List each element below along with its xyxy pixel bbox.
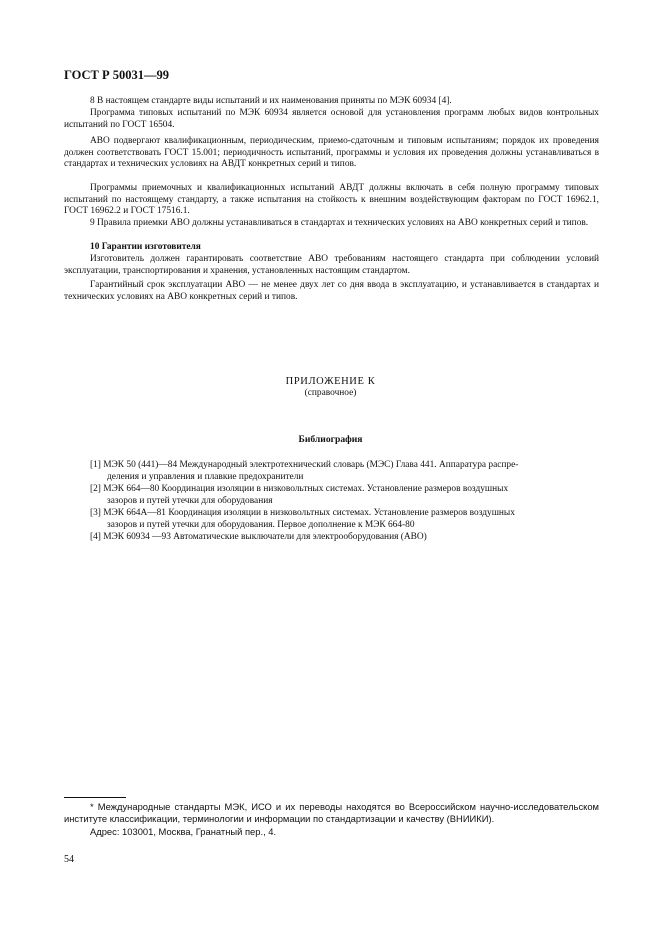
bibliography-number: [4]: [90, 532, 101, 542]
bibliography-number: [2]: [90, 484, 101, 494]
paragraph-avo: АВО подвергают квалификационным, периодическим, приемо-сдаточным и типовым испытаниям; порядок их проведения должен соответствовать ГОСТ 15.001; периодичность испытаний, программы и условия их проведения должны устанавливаться в стандартах и технических условиях на АВДТ конкретных серий и типов.: [64, 136, 599, 170]
document-header: ГОСТ Р 50031—99: [64, 68, 170, 82]
paragraph-9: 9 Правила приемки АВО должны устанавливаться в стандартах и технических условиях на АВО конкретных серий и типов.: [90, 218, 589, 228]
bibliography-item-2: [90, 484, 599, 507]
bibliography-text-continued: зазоров и путей утечки для оборудования: [107, 495, 273, 506]
page-number: 54: [64, 854, 74, 865]
footnote-address: Адрес: 103001, Москва, Гранатный пер., 4.: [90, 826, 277, 837]
paragraph-8: 8 В настоящем стандарте виды испытаний и их наименования приняты по МЭК 60934 [4].: [90, 96, 452, 106]
bibliography-heading: Библиография: [298, 434, 363, 445]
bibliography-item-3: [90, 508, 599, 531]
paragraph-program: Программа типовых испытаний по МЭК 60934 является основой для установления программ любых видов контрольных испытаний по ГОСТ 16504.: [64, 108, 599, 130]
bibliography-text: МЭК 50 (441)—84 Международный электротехнический словарь (МЭС) Глава 441. Аппаратура распре-: [103, 460, 519, 470]
bibliography-number: [1]: [90, 460, 101, 470]
bibliography-text-continued: деления и управления и плавкие предохранители: [107, 471, 304, 482]
bibliography-text: МЭК 664—80 Координация изоляции в низковольтных системах. Установление размеров воздушных: [103, 484, 509, 494]
bibliography-item-1: [90, 460, 599, 483]
appendix-title: ПРИЛОЖЕНИЕ К: [285, 376, 376, 387]
bibliography-item-4: [90, 532, 599, 544]
footnote-separator: [64, 797, 126, 798]
paragraph-programs: Программы приемочных и квалификационных испытаний АВДТ должны включать в себя полную программу типовых испытаний по настоящему стандарту, а также испытания на стойкость к внешним воздействующим факторам по ГОСТ 16962.1, ГОСТ 16962.2 и ГОСТ 17516.1.: [64, 183, 599, 217]
bibliography-text-continued: зазоров и путей утечки для оборудования. Первое дополнение к МЭК 664-80: [107, 519, 415, 530]
bibliography-text: МЭК 664А—81 Координация изоляции в низковольтных системах. Установление размеров воздушных: [103, 508, 515, 518]
footnote-text: * Международные стандарты МЭК, ИСО и их переводы находятся во Всероссийском научно-исследовательском институте классификации, терминологии и информации по стандартизации и качеству (ВНИИКИ).: [64, 801, 599, 824]
section-10-heading: 10 Гарантии изготовителя: [90, 242, 201, 252]
paragraph-10a: Изготовитель должен гарантировать соответствие АВО требованиям настоящего стандарта при соблюдении условий эксплуатации, транспортирования и хранения, установленных настоящим стандартом.: [64, 254, 599, 276]
paragraph-10b: Гарантийный срок эксплуатации АВО — не менее двух лет со дня ввода в эксплуатацию, и устанавливается в стандартах и технических условиях на АВО конкретных серий и типов.: [64, 280, 599, 302]
appendix-subtitle: (справочное): [304, 388, 357, 398]
bibliography-text: МЭК 60934 —93 Автоматические выключатели для электрооборудования (АВО): [103, 532, 427, 542]
bibliography-number: [3]: [90, 508, 101, 518]
